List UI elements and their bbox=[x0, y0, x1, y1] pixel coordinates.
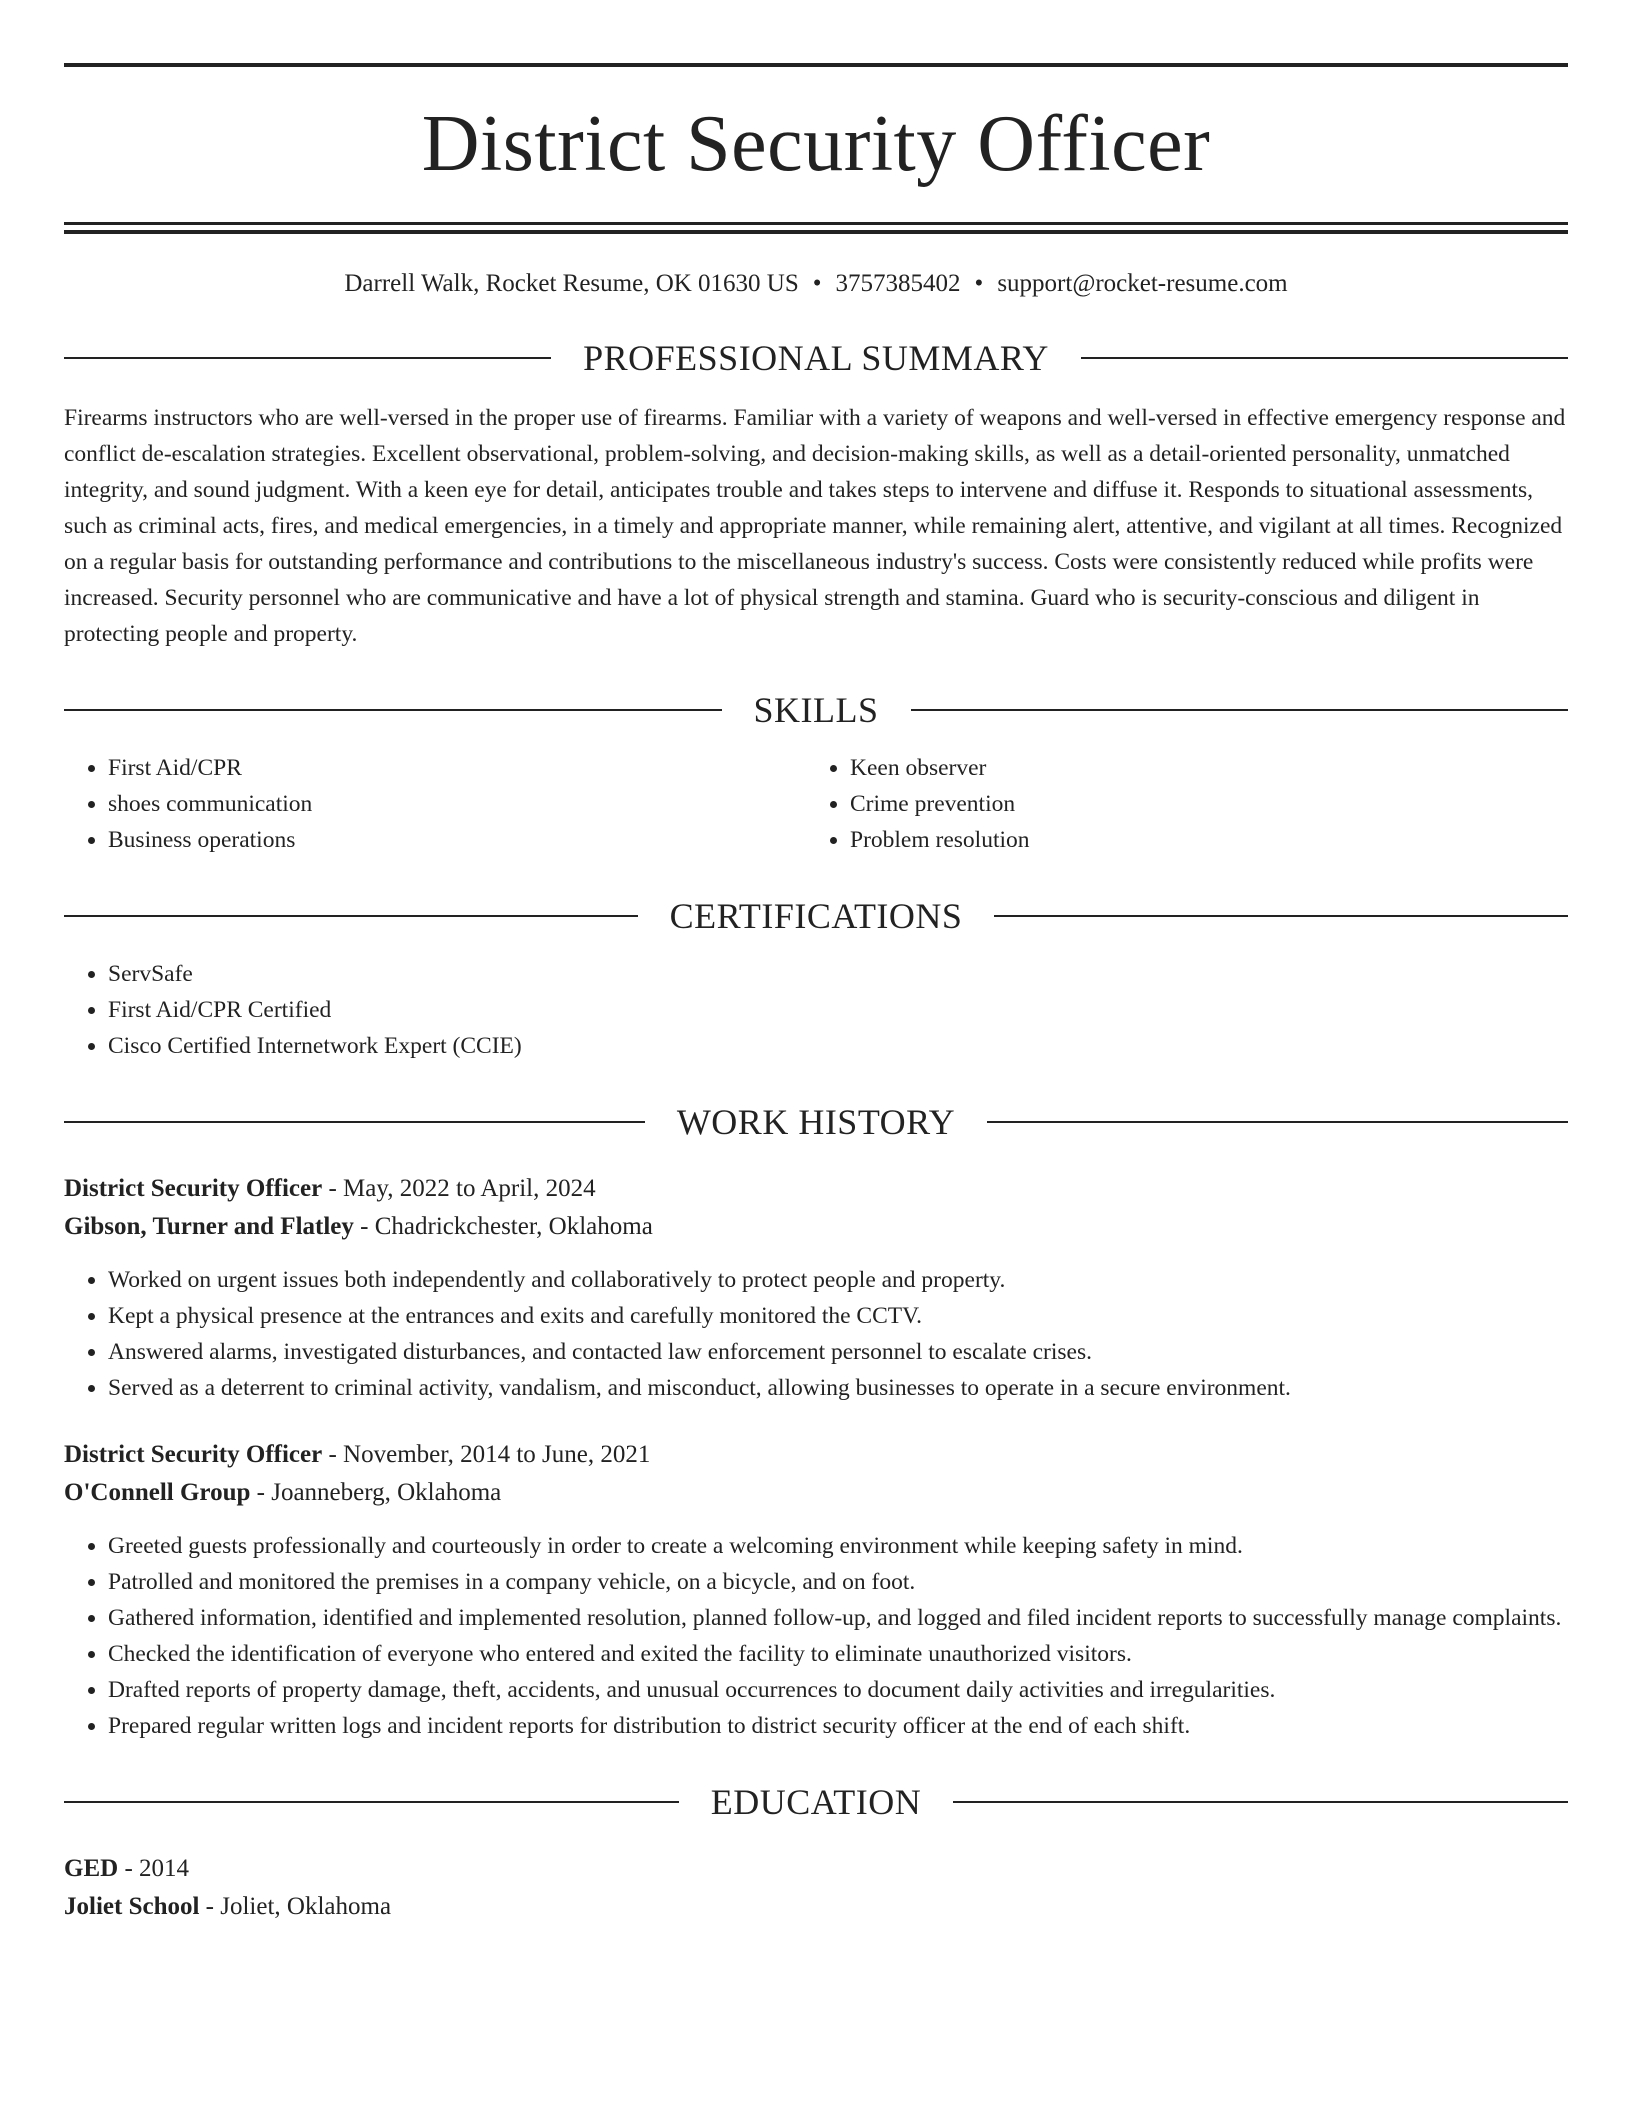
skills-list-right bbox=[806, 750, 1548, 858]
job-title: District Security Officer bbox=[64, 1441, 323, 1468]
job-entry bbox=[64, 1170, 1568, 1406]
certifications-list bbox=[64, 956, 1568, 1064]
resume-name: District Security Officer bbox=[421, 100, 1211, 188]
header-double-rule bbox=[64, 222, 1568, 234]
contact-separator: • bbox=[974, 270, 984, 297]
dash: - bbox=[322, 1175, 344, 1202]
heading-rule-left bbox=[64, 1801, 679, 1803]
job-bullet-list bbox=[64, 1528, 1568, 1744]
education-section-heading bbox=[64, 1780, 1568, 1824]
company-line bbox=[64, 1208, 1568, 1246]
summary-section-heading bbox=[64, 336, 1568, 380]
contact-separator: • bbox=[812, 270, 822, 297]
heading-rule-left bbox=[64, 915, 638, 917]
job-title-line bbox=[64, 1170, 1568, 1208]
job-bullet: • Drafted reports of property damage, theft, accidents, and unusual occurrences to document daily activities and irregularities. bbox=[108, 1672, 1568, 1708]
skills-column-left bbox=[64, 750, 806, 858]
heading-rule-left bbox=[64, 357, 551, 359]
education-location: Joliet, Oklahoma bbox=[220, 1893, 392, 1920]
heading-rule-right bbox=[911, 709, 1569, 711]
heading-rule-left bbox=[64, 1121, 645, 1123]
education-school: Joliet School bbox=[64, 1893, 200, 1920]
certification-item: • Cisco Certified Internetwork Expert (CCIE) bbox=[108, 1028, 1568, 1064]
heading-rule-right bbox=[994, 915, 1568, 917]
skill-item: • Problem resolution bbox=[850, 822, 1548, 858]
skill-item: • shoes communication bbox=[108, 786, 806, 822]
contact-address: Darrell Walk, Rocket Resume, OK 01630 US bbox=[344, 270, 799, 297]
education-degree-line bbox=[64, 1850, 1568, 1888]
heading-rule-right bbox=[1081, 357, 1568, 359]
job-bullet: • Greeted guests professionally and courteously in order to create a welcoming environment while keeping safety in mind. bbox=[108, 1528, 1568, 1564]
company-name: O'Connell Group bbox=[64, 1479, 251, 1506]
job-title-line bbox=[64, 1436, 1568, 1474]
company-location: Chadrickchester, Oklahoma bbox=[374, 1213, 653, 1240]
job-bullet: • Worked on urgent issues both independently and collaboratively to protect people and property. bbox=[108, 1262, 1568, 1298]
heading-rule-right bbox=[987, 1121, 1568, 1123]
company-location: Joanneberg, Oklahoma bbox=[271, 1479, 502, 1506]
certification-item: • ServSafe bbox=[108, 956, 1568, 992]
summary-heading: PROFESSIONAL SUMMARY bbox=[583, 338, 1049, 378]
skills-grid bbox=[64, 750, 1568, 858]
job-bullet: • Gathered information, identified and implemented resolution, planned follow-up, and logged and filed incident reports to successfully manage complaints. bbox=[108, 1600, 1568, 1636]
dash: - bbox=[353, 1213, 375, 1240]
certification-item: • First Aid/CPR Certified bbox=[108, 992, 1568, 1028]
skills-heading: SKILLS bbox=[753, 690, 879, 730]
top-rule bbox=[64, 63, 1568, 67]
job-entry bbox=[64, 1436, 1568, 1744]
education-year: 2014 bbox=[139, 1855, 190, 1882]
skill-item: • Keen observer bbox=[850, 750, 1548, 786]
job-bullet: • Patrolled and monitored the premises in a company vehicle, on a bicycle, and on foot. bbox=[108, 1564, 1568, 1600]
contact-line bbox=[64, 268, 1568, 300]
company-line bbox=[64, 1474, 1568, 1512]
contact-phone: 3757385402 bbox=[835, 270, 961, 297]
dash: - bbox=[118, 1855, 140, 1882]
job-bullet: • Kept a physical presence at the entrances and exits and carefully monitored the CCTV. bbox=[108, 1298, 1568, 1334]
job-bullet: • Prepared regular written logs and incident reports for distribution to district security officer at the end of each shift. bbox=[108, 1708, 1568, 1744]
company-name: Gibson, Turner and Flatley bbox=[64, 1213, 354, 1240]
job-bullet: • Answered alarms, investigated disturbances, and contacted law enforcement personnel to escalate crises. bbox=[108, 1334, 1568, 1370]
certifications-heading: CERTIFICATIONS bbox=[669, 896, 963, 936]
skill-item: • Business operations bbox=[108, 822, 806, 858]
education-school-line bbox=[64, 1888, 1568, 1926]
work-history-heading: WORK HISTORY bbox=[676, 1102, 956, 1142]
contact-email: support@rocket-resume.com bbox=[997, 270, 1288, 297]
work-history-section-heading bbox=[64, 1100, 1568, 1144]
education-heading: EDUCATION bbox=[710, 1782, 922, 1822]
dash: - bbox=[322, 1441, 344, 1468]
heading-rule-right bbox=[953, 1801, 1568, 1803]
resume-page bbox=[64, 0, 1568, 1926]
skill-item: • First Aid/CPR bbox=[108, 750, 806, 786]
certifications-section-heading bbox=[64, 894, 1568, 938]
job-dates: May, 2022 to April, 2024 bbox=[343, 1175, 596, 1202]
summary-text: Firearms instructors who are well-versed in the proper use of firearms. Familiar with a variety of weapons and well-versed in effective emergency response and conflict de-escalation strategies. Excellent observational, problem-solving, and decision-making skills, as well as a detail-oriented personality, unmatched integrity, and sound judgment. With a keen eye for detail, anticipates trouble and takes steps to intervene and diffuse it. Responds to situational assessments, such as criminal acts, fires, and medical emergencies, in a timely and appropriate manner, while remaining alert, attentive, and vigilant at all times. Recognized on a regular basis for outstanding performance and contributions to the miscellaneous industry's success. Costs were consistently reduced while profits were increased. Security personnel who are communicative and have a lot of physical strength and stamina. Guard who is security-conscious and diligent in protecting people and property. bbox=[64, 405, 1566, 647]
skill-item: • Crime prevention bbox=[850, 786, 1548, 822]
skills-column-right bbox=[806, 750, 1548, 858]
dash: - bbox=[199, 1893, 221, 1920]
job-title: District Security Officer bbox=[64, 1175, 323, 1202]
education-degree: GED bbox=[64, 1855, 119, 1882]
job-dates: November, 2014 to June, 2021 bbox=[343, 1441, 651, 1468]
job-bullet: • Served as a deterrent to criminal activity, vandalism, and misconduct, allowing businesses to operate in a secure environment. bbox=[108, 1370, 1568, 1406]
dash: - bbox=[250, 1479, 272, 1506]
skills-section-heading bbox=[64, 688, 1568, 732]
heading-rule-left bbox=[64, 709, 722, 711]
job-bullet: • Checked the identification of everyone who entered and exited the facility to eliminate unauthorized visitors. bbox=[108, 1636, 1568, 1672]
skills-list-left bbox=[64, 750, 806, 858]
job-bullet-list bbox=[64, 1262, 1568, 1406]
